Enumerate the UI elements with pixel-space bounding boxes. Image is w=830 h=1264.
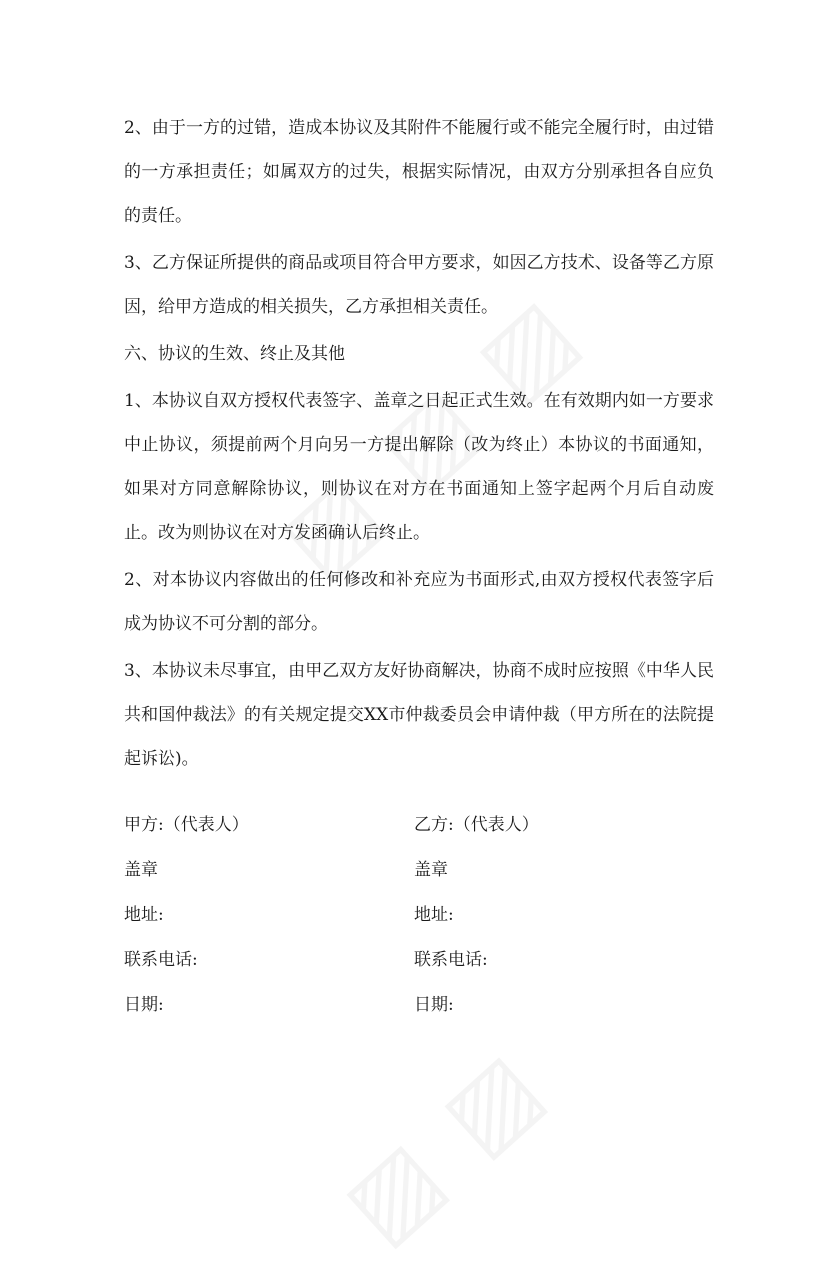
party-b-title: 乙方:（代表人） [414,815,539,835]
party-b-phone: 联系电话: [414,950,488,970]
clause-paragraph: 3、本协议未尽事宜，由甲乙双方友好协商解决，协商不成时应按照《中华人民共和国仲裁法》的有关规定提交XX市仲裁委员会申请仲裁（甲方所在的法院提起诉讼)。 [124,661,714,769]
signature-row-seal [124,845,714,890]
party-a-title: 甲方:（代表人） [124,815,249,835]
party-b-address: 地址: [414,905,454,925]
watermark [322,1028,566,1263]
signature-row-date [124,980,714,1025]
clause-paragraph: 2、由于一方的过错，造成本协议及其附件不能履行或不能完全履行时，由过错的一方承担责任；如属双方的过失，根据实际情况，由双方分别承担各自应负的责任。 [124,118,714,226]
section-heading: 六、协议的生效、终止及其他 [124,344,345,364]
party-a-seal: 盖章 [124,860,158,880]
party-a-phone: 联系电话: [124,950,198,970]
party-b-seal: 盖章 [414,860,448,880]
party-a-date: 日期: [124,995,164,1015]
clause-paragraph: 3、乙方保证所提供的商品或项目符合甲方要求，如因乙方技术、设备等乙方原因，给甲方造成的相关损失，乙方承担相关责任。 [124,253,714,317]
signature-row-title [124,800,714,845]
document-body [124,106,714,784]
party-b-date: 日期: [414,995,454,1015]
clause-paragraph: 1、本协议自双方授权代表签字、盖章之日起正式生效。在有效期内如一方要求中止协议，须提前两个月向另一方提出解除（改为终止）本协议的书面通知，如果对方同意解除协议，则协议在对方在书面通知上签字起两个月后自动废止。改为则协议在对方发函确认后终止。 [124,391,714,543]
signature-block [124,800,714,1025]
signature-row-address [124,890,714,935]
signature-row-phone [124,935,714,980]
party-a-address: 地址: [124,905,164,925]
clause-paragraph: 2、对本协议内容做出的任何修改和补充应为书面形式,由双方授权代表签字后成为协议不可分割的部分。 [124,570,714,634]
